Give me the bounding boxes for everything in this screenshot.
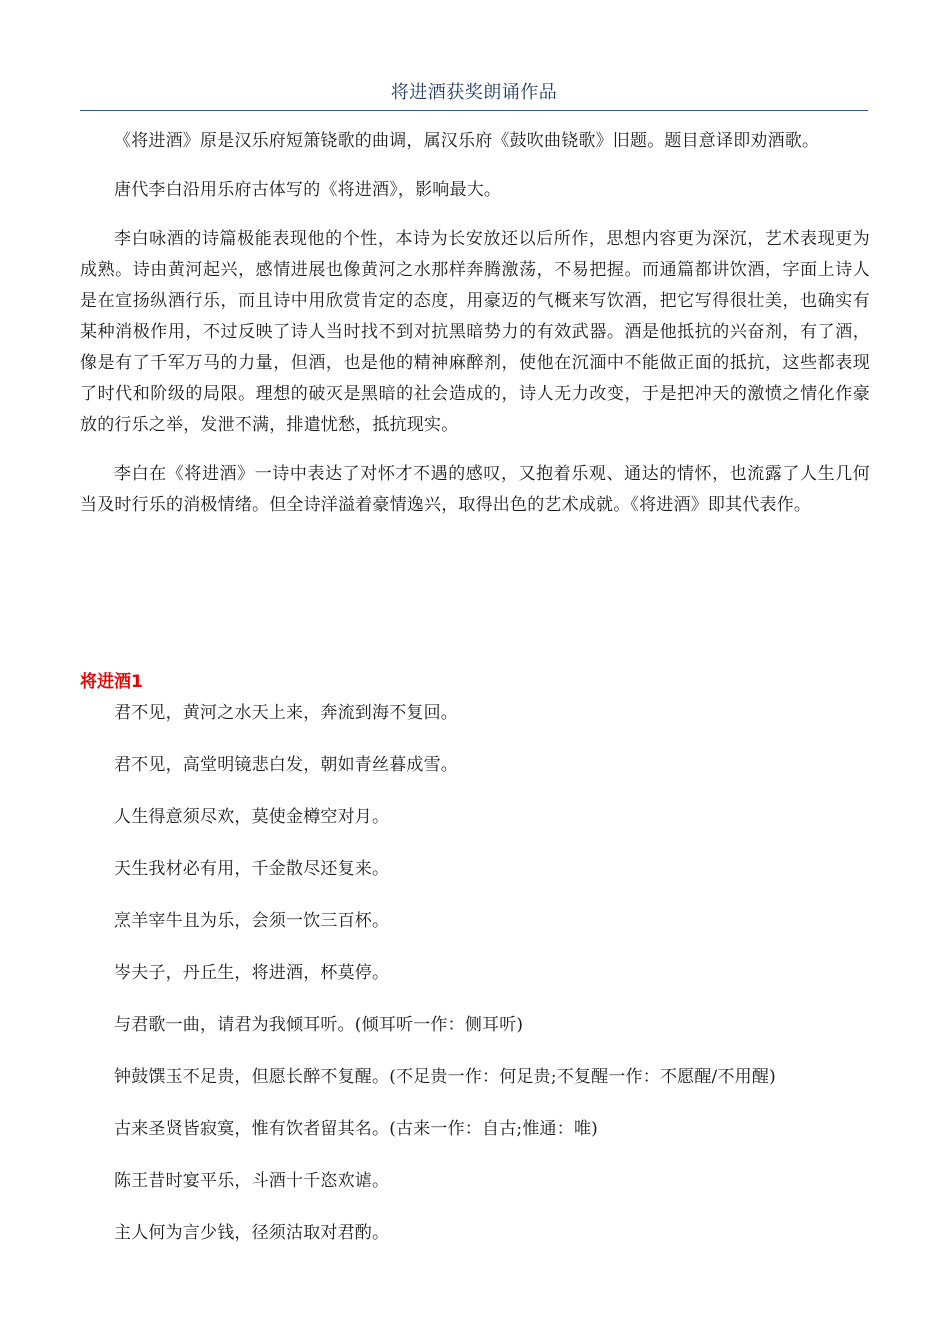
poem-line: 古来圣贤皆寂寞，惟有饮者留其名。(古来一作：自古;惟通：唯) <box>114 1119 598 1139</box>
poem-line: 君不见，黄河之水天上来，奔流到海不复回。 <box>114 703 458 723</box>
page-header <box>80 78 868 111</box>
poem-body <box>80 698 870 1270</box>
poem-line: 人生得意须尽欢，莫使金樽空对月。 <box>114 807 390 827</box>
poem-line: 钟鼓馔玉不足贵，但愿长醉不复醒。(不足贵一作：何足贵;不复醒一作：不愿醒/不用醒) <box>114 1067 776 1087</box>
intro-paragraph-3: 李白咏酒的诗篇极能表现他的个性，本诗为长安放还以后所作，思想内容更为深沉，艺术表现更为成熟。诗由黄河起兴，感情进展也像黄河之水那样奔腾激荡，不易把握。而通篇都讲饮酒，字面上诗人是在宣扬纵酒行乐，而且诗中用欣赏肯定的态度，用豪迈的气概来写饮酒，把它写得很壮美，也确实有某种消极作用，不过反映了诗人当时找不到对抗黑暗势力的有效武器。酒是他抵抗的兴奋剂，有了酒，像是有了千军万马的力量，但酒，也是他的精神麻醉剂，使他在沉湎中不能做正面的抵抗，这些都表现了时代和阶级的局限。理想的破灭是黑暗的社会造成的，诗人无力改变，于是把冲天的激愤之情化作豪放的行乐之举，发泄不满，排遣忧愁，抵抗现实。 <box>80 229 870 435</box>
document-title: 将进酒获奖朗诵作品 <box>390 82 558 103</box>
intro-paragraph-1: 《将进酒》原是汉乐府短箫铙歌的曲调，属汉乐府《鼓吹曲铙歌》旧题。题目意译即劝酒歌。 <box>114 131 820 151</box>
poem-line: 烹羊宰牛且为乐，会须一饮三百杯。 <box>114 911 390 931</box>
poem-line: 岑夫子，丹丘生，将进酒，杯莫停。 <box>114 963 390 983</box>
poem-line: 陈王昔时宴平乐，斗酒十千恣欢谑。 <box>114 1171 390 1191</box>
poem-line: 主人何为言少钱，径须沽取对君酌。 <box>114 1223 390 1243</box>
poem-section-title: 将进酒1 <box>80 672 143 692</box>
poem-line: 君不见，高堂明镜悲白发，朝如青丝暮成雪。 <box>114 755 458 775</box>
intro-paragraph-2: 唐代李白沿用乐府古体写的《将进酒》，影响最大。 <box>114 180 502 200</box>
intro-section <box>80 126 870 539</box>
intro-paragraph-4: 李白在《将进酒》一诗中表达了对怀才不遇的感叹，又抱着乐观、通达的情怀，也流露了人生几何当及时行乐的消极情绪。但全诗洋溢着豪情逸兴，取得出色的艺术成就。《将进酒》即其代表作。 <box>80 464 870 515</box>
poem-line: 天生我材必有用，千金散尽还复来。 <box>114 859 390 879</box>
poem-line: 与君歌一曲，请君为我倾耳听。(倾耳听一作：侧耳听) <box>114 1015 524 1035</box>
